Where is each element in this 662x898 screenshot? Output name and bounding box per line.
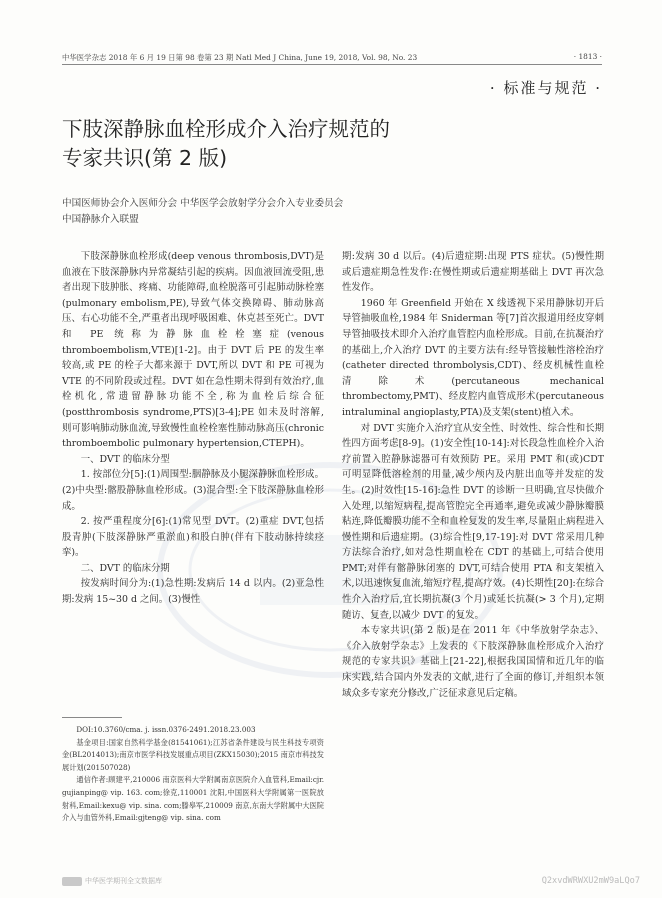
para-staging: 按发病时间分为:(1)急性期:发病后 14 d 以内。(2)亚急性期:发病 15~30 d 之间。(3)慢性 [62, 578, 324, 606]
footnotes [62, 724, 324, 825]
para-intro: 下肢深静脉血栓形成(deep venous thrombosis,DVT)是血液在下肢深静脉内异常凝结引起的疾病。因血液回流受阻,患者出现下肢肿胀、疼痛、功能障碍,血栓脱落可引起肺动脉栓塞(pulmonary embolism,PE),导致气体交换障碍、肺动脉高压、右心功能不全,严重者出现呼吸困难、休克甚至死亡。DVT 和 PE 统称为静脉血栓栓塞症(venous thromboembolism,VTE)[1-2]。由于 DVT 后 PE 的发生率较高,或 PE 的栓子大都来源于 DVT,所以 DVT 和 PE 可视为 VTE 的不同阶段或过程。DVT 如在急性期未得到有效治疗,血栓机化,常遗留静脉功能不全,称为血栓后综合征(postthrombosis syndrome,PTS)[3-4];PE 如未及时溶解,则可影响肺动脉血流,导致慢性血栓栓塞性肺动脉高压(chronic thromboembolic pulmonary hypertension,CTEPH)。 [62, 251, 324, 450]
title-line-1: 下肢深静脉血栓形成介入治疗规范的 [62, 117, 390, 141]
footnote-rule [62, 717, 122, 718]
header-rule [62, 64, 602, 65]
heading-classification: 一、DVT 的临床分型 [80, 453, 170, 465]
para-by-location: 1. 按部位分[5]:(1)周围型:胭静脉及小腿深静脉血栓形成。(2)中央型:髂股静脉血栓形成。(3)混合型:全下肢深静脉血栓形成。 [62, 469, 324, 512]
database-logo-icon [62, 877, 82, 886]
para-by-severity: 2. 按严重程度分[6]:(1)常见型 DVT。(2)重症 DVT,包括股青肿(下肢深静脉严重淤血)和股白肿(伴有下肢动脉持续痉挛)。 [62, 516, 324, 559]
watermark-code: Q2xvdWRWXU2mW9aLQo7 [541, 876, 640, 886]
left-column [62, 249, 324, 608]
database-footer [62, 876, 162, 886]
journal-citation: 中华医学杂志 2018 年 6 月 19 日第 98 卷第 23 期 Natl Med J China, June 19, 2018, Vol. 98, No. 23 [62, 53, 418, 62]
para-principles: 对 DVT 实施介入治疗宜从安全性、时效性、综合性和长期性四方面考虑[8-9]。(1)安全性[10-14]:对长段急性血栓介入治疗前置入腔静脉滤器可有效预防 PE。采用 PMT 和(或)CDT 可明显降低溶栓剂的用量,减少颅内及内脏出血等并发症的发生。(2)时效性[15-16]:急性 DVT 的诊断一旦明确,宜尽快做介入处理,以缩短病程,提高管腔完全再通率,避免或减少静脉瓣膜粘连,降低瓣膜功能不全和血栓复发的发生率,尽量阻止病程进入慢性期和后遗症期。(3)综合性[9,17-19]:对 DVT 常采用几种方法综合治疗,如对急性期血栓在 CDT 的基础上,可结合使用 PMT;对伴有髂静脉闭塞的 DVT,可结合使用 PTA 和支架植入术,以迅速恢复血流,缩短疗程,提高疗效。(4)长期性[20]:在综合性介入治疗后,宜长期抗凝(3 个月)或延长抗凝(> 3 个月),定期随访、复查,以减少 DVT 的复发。 [342, 422, 604, 621]
right-column [342, 249, 604, 701]
author-line-1: 中国医师协会介入医师分会 中华医学会放射学分会介入专业委员会 [62, 198, 344, 209]
para-staging-cont: 期:发病 30 d 以后。(4)后遗症期:出现 PTS 症状。(5)慢性期或后遗症期急性发作:在慢性期或后遗症期基础上 DVT 再次急性发作。 [342, 251, 604, 294]
section-label: · 标准与规范 · [489, 79, 602, 97]
database-name: 中华医学期刊全文数据库 [85, 877, 162, 885]
footnote-funding: 基金项目:国家自然科学基金(81541061);江苏省条件建设与民生科技专项资金(BL2014013);南京市医学科技发展重点项目(ZKX15030);2015 南京市科技发展计划(201507028) [62, 737, 324, 772]
author-list [62, 196, 343, 228]
heading-staging: 二、DVT 的临床分期 [80, 562, 170, 574]
footnote-doi: DOI:10.3760/cma. j. issn.0376-2491.2018.23.003 [76, 725, 256, 734]
para-history: 1960 年 Greenfield 开始在 X 线透视下采用静脉切开后导管抽吸血栓,1984 年 Sniderman 等[7]首次报道用经皮穿刺导管抽吸技术即介入治疗血管腔内血栓形成。目前,在抗凝治疗的基础上,介入治疗 DVT 的主要方法有:经导管接触性溶栓治疗(catheter directed thrombolysis,CDT)、经皮机械性血栓清除术(percutaneous mechanical thrombectomy,PMT)、经皮腔内血管成形术(percutaneous intraluminal angioplasty,PTA)及支架(stent)植入术。 [342, 297, 604, 418]
article-title [62, 115, 390, 173]
page-number: · 1813 · [573, 52, 602, 61]
para-consensus: 本专家共识(第 2 版)是在 2011 年《中华放射学杂志》、《介入放射学杂志》上发表的《下肢深静脉血栓形成介入治疗规范的专家共识》基础上[21-22],根据我国国情和近几年的临床实践,结合国内外发表的文献,进行了全面的修订,并组织本领域众多专家充分修改,广泛征求意见后定稿。 [342, 625, 604, 699]
footnote-correspondence: 通信作者:顾建平,210006 南京医科大学附属南京医院介入血管科,Email:cjr. gujianping@ vip. 163. com;徐克,110001 沈阳,中国医科大学附属第一医院放射科,Email:kexu@ vip. sina. com;滕皋军,210009 南京,东南大学附属中大医院介入与血管外科,Email:gjteng@ vip. sina. com [62, 775, 324, 823]
author-line-2: 中国静脉介入联盟 [62, 214, 139, 225]
title-line-2: 专家共识(第 2 版) [62, 146, 228, 170]
